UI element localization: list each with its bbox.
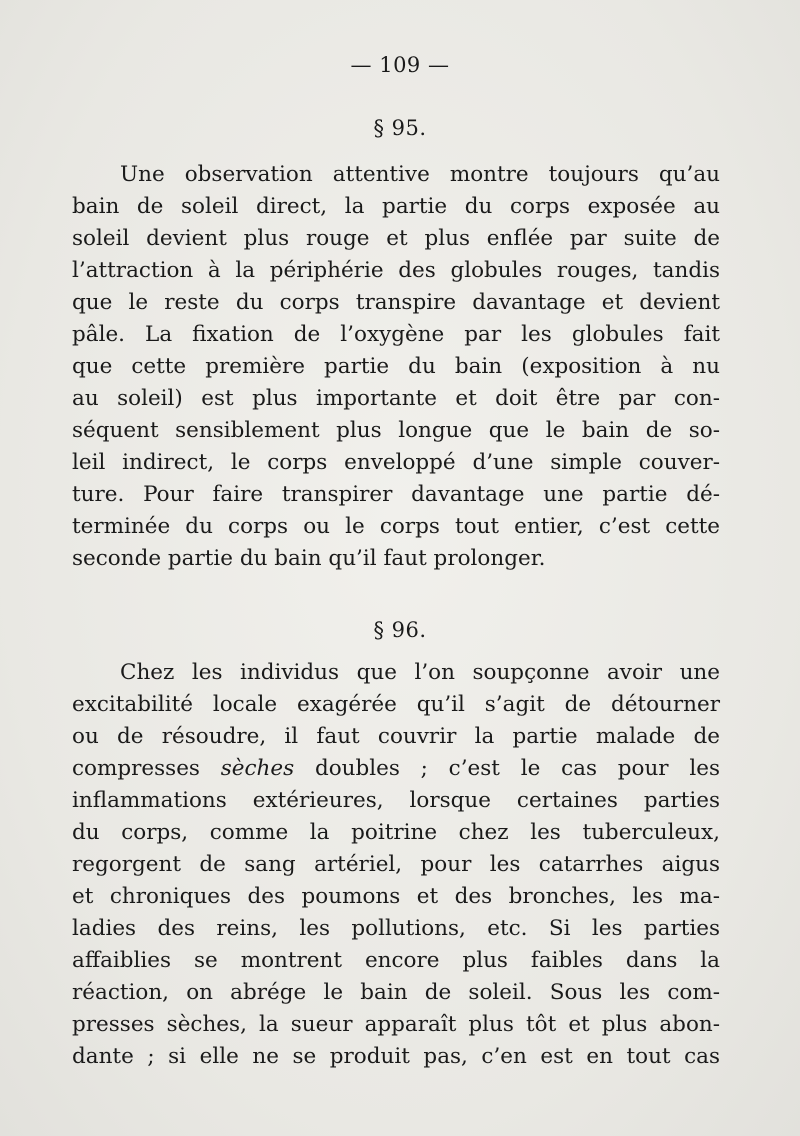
italic-word: sèches xyxy=(220,756,295,781)
paragraph-line: et chroniques des poumons et des bronches, les ma- xyxy=(72,884,720,909)
paragraph-line: au soleil) est plus importante et doit être par con- xyxy=(72,386,720,411)
section-heading-95: § 95. xyxy=(373,116,427,140)
paragraph-line: ture. Pour faire transpirer davantage une partie dé- xyxy=(72,482,720,507)
paragraph-line: seconde partie du bain qu’il faut prolonger. xyxy=(72,546,546,571)
page-number: — 109 — xyxy=(350,53,450,77)
paragraph-line: Chez les individus que l’on soupçonne avoir une xyxy=(120,660,720,685)
paragraph-line: Une observation attentive montre toujours qu’au xyxy=(120,162,720,187)
paragraph-line: ou de résoudre, il faut couvrir la partie malade de xyxy=(72,724,720,749)
paragraph-line: que cette première partie du bain (exposition à nu xyxy=(72,354,720,379)
paragraph-line: excitabilité locale exagérée qu’il s’agit de détourner xyxy=(72,692,720,717)
paragraph-line: que le reste du corps transpire davantage et devient xyxy=(72,290,720,315)
paragraph-line: leil indirect, le corps enveloppé d’une simple couver- xyxy=(72,450,720,475)
paragraph-line: affaiblies se montrent encore plus faibles dans la xyxy=(72,948,720,973)
paragraph-line: bain de soleil direct, la partie du corps exposée au xyxy=(72,194,720,219)
line-text: doubles ; c’est le cas pour les xyxy=(314,756,720,781)
paragraph-line xyxy=(72,753,720,785)
paragraph-line: pâle. La fixation de l’oxygène par les globules fait xyxy=(72,322,720,347)
paragraph-line: séquent sensiblement plus longue que le bain de so- xyxy=(72,418,720,443)
section-heading-96: § 96. xyxy=(373,618,427,642)
paragraph-line: soleil devient plus rouge et plus enflée par suite de xyxy=(72,226,720,251)
paragraph-line: du corps, comme la poitrine chez les tuberculeux, xyxy=(72,820,720,845)
line-text: compresses xyxy=(72,756,200,781)
paragraph-line: ladies des reins, les pollutions, etc. Si les parties xyxy=(72,916,720,941)
paragraph-line: réaction, on abrége le bain de soleil. Sous les com- xyxy=(72,980,720,1005)
paragraph-line: presses sèches, la sueur apparaît plus tôt et plus abon- xyxy=(72,1012,720,1037)
paragraph-line: regorgent de sang artériel, pour les catarrhes aigus xyxy=(72,852,720,877)
paragraph-line: l’attraction à la périphérie des globules rouges, tandis xyxy=(72,258,720,283)
paragraph-line: inflammations extérieures, lorsque certaines parties xyxy=(72,788,720,813)
paragraph-line: dante ; si elle ne se produit pas, c’en est en tout cas xyxy=(72,1044,720,1069)
paragraph-line: terminée du corps ou le corps tout entier, c’est cette xyxy=(72,514,720,539)
